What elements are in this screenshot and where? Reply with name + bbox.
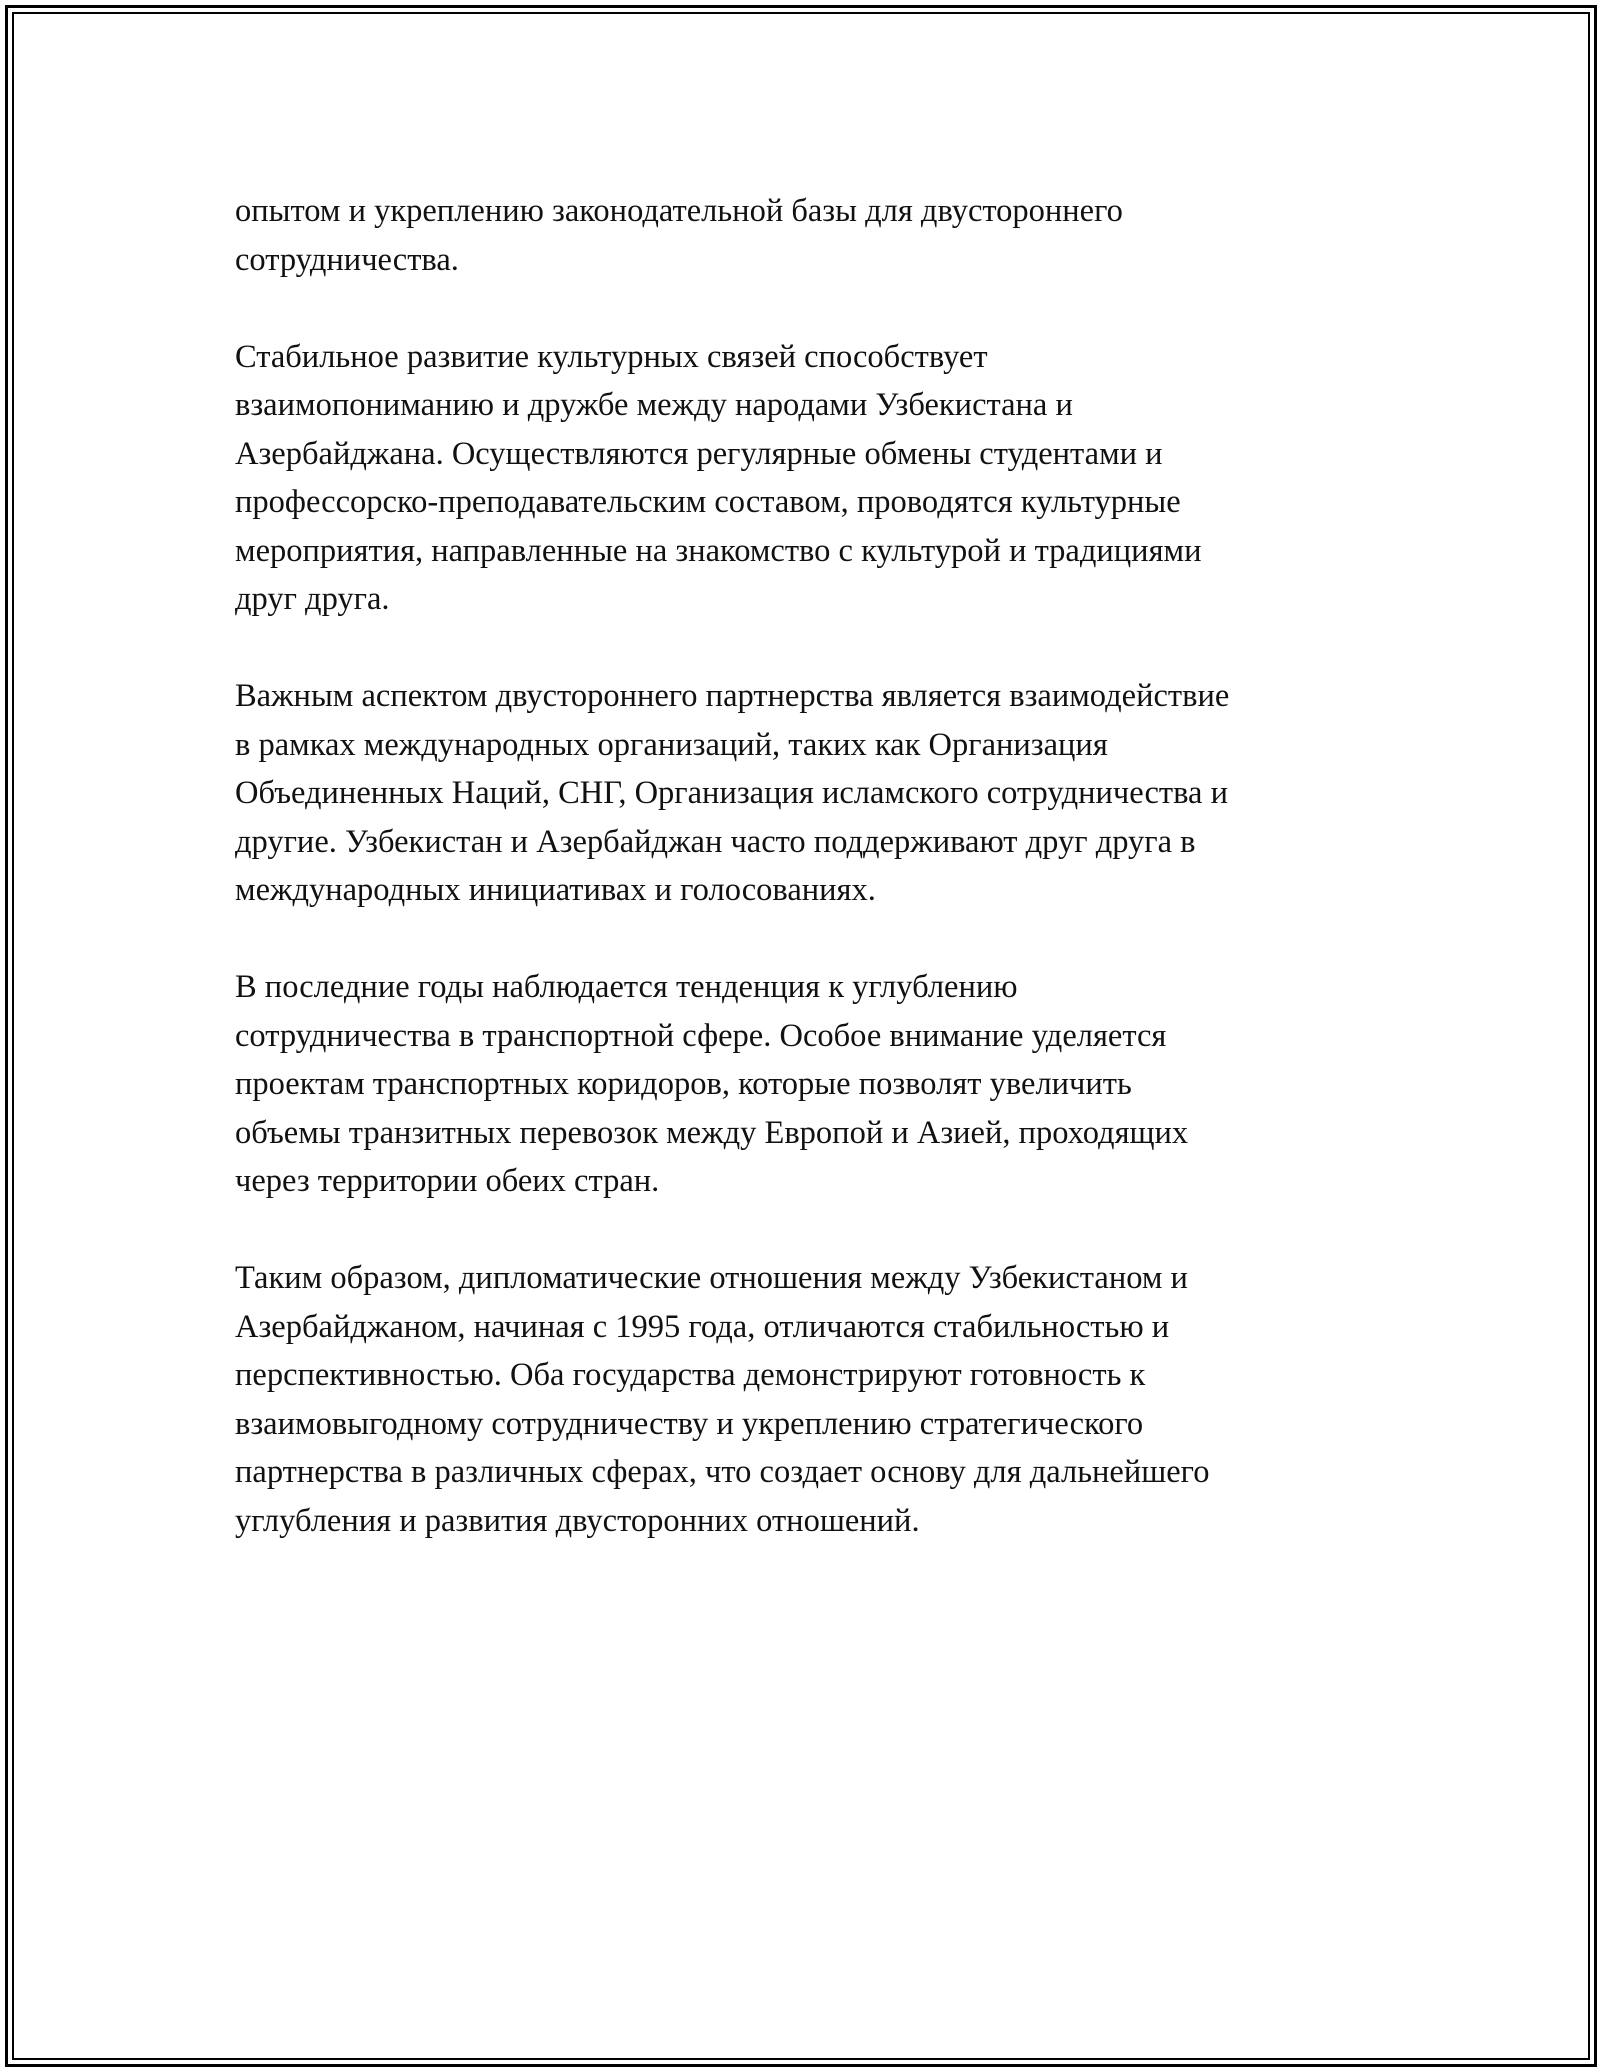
text-line: сотрудничества. <box>235 241 459 278</box>
text-line: мероприятия, направленные на знакомство с культурой и традициями <box>235 532 1202 569</box>
paragraph-2 <box>235 333 1390 624</box>
text-line: Объединенных Наций, СНГ, Организация исламского сотрудничества и <box>235 775 1228 811</box>
text-line: друг друга. <box>235 581 390 617</box>
text-line: Важным аспектом двустороннего партнерства является взаимодействие <box>235 678 1230 714</box>
text-line: Таким образом, дипломатические отношения между Узбекистаном и <box>235 1260 1188 1296</box>
document-body <box>235 187 1390 1594</box>
paragraph-3 <box>235 672 1390 915</box>
text-line: международных инициативах и голосованиях. <box>235 872 876 908</box>
text-line: сотрудничества в транспортной сфере. Особое внимание уделяется <box>235 1017 1167 1054</box>
text-line: перспективностью. Оба государства демонстрируют готовность к <box>235 1357 1146 1393</box>
text-line: углубления и развития двусторонних отношений. <box>235 1502 920 1539</box>
text-line: профессорско-преподавательским составом, проводятся культурные <box>235 484 1181 520</box>
text-line: взаимопониманию и дружбе между народами Узбекистана и <box>235 387 1073 423</box>
paragraph-4 <box>235 963 1390 1206</box>
paragraph-5 <box>235 1254 1390 1545</box>
text-line: через территории обеих стран. <box>235 1163 660 1199</box>
text-line: Стабильное развитие культурных связей способствует <box>235 338 988 375</box>
text-line: Азербайджаном, начиная с 1995 года, отличаются стабильностью и <box>235 1308 1170 1345</box>
text-line: объемы транзитных перевозок между Европой и Азией, проходящих <box>235 1114 1189 1151</box>
paragraph-1 <box>235 187 1390 284</box>
text-line: взаимовыгодному сотрудничеству и укреплению стратегического <box>235 1405 1144 1442</box>
text-line: другие. Узбекистан и Азербайджан часто поддерживают друг друга в <box>235 823 1196 860</box>
text-line: партнерства в различных сферах, что создает основу для дальнейшего <box>235 1454 1210 1490</box>
text-line: опытом и укреплению законодательной базы для двустороннего <box>235 193 1123 229</box>
text-line: В последние годы наблюдается тенденция к углублению <box>235 969 1018 1005</box>
text-line: Азербайджана. Осуществляются регулярные обмены студентами и <box>235 435 1163 472</box>
text-line: в рамках международных организаций, таких как Организация <box>235 726 1108 763</box>
text-line: проектам транспортных коридоров, которые позволят увеличить <box>235 1066 1132 1102</box>
